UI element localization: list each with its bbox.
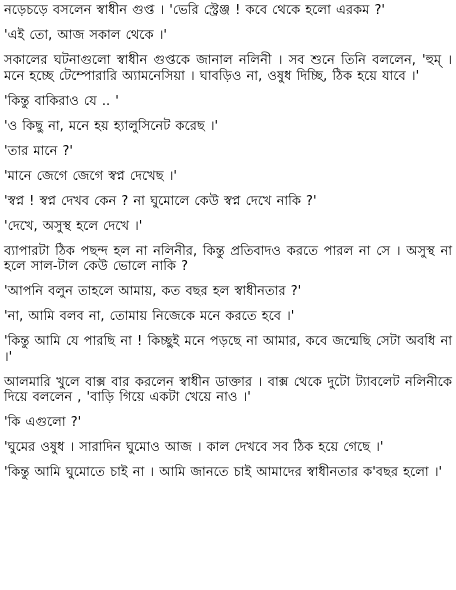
paragraph-2: 'এই তো, আজ সকাল থেকে ।' xyxy=(4,28,167,43)
paragraph-8: 'স্বপ্ন ! স্বপ্ন দেখব কেন ? না ঘুমোলে কেউ স্বপ্ন দেখে নাকি ?' xyxy=(4,193,317,209)
paragraph-10: ব্যাপারটা ঠিক পছন্দ হল না নলিনীর, কিন্তু প্রতিবাদও করতে পারল না সে । অসুস্থ না হলে সাল-টাল কেউ ভোলে নাকি ? xyxy=(4,243,452,274)
paragraph-17: 'কিন্তু আমি ঘুমোতে চাই না । আমি জানতে চাই আমাদের স্বাধীনতার ক'বছর হলো ।' xyxy=(4,465,443,480)
paragraph-15: 'কি এগুলো ?' xyxy=(4,415,82,430)
paragraph-6: 'তার মানে ?' xyxy=(4,143,73,159)
paragraph-7: 'মানে জেগে জেগে স্বপ্ন দেখেছ ।' xyxy=(4,168,177,184)
paragraph-11: 'আপনি বলুন তাহলে আমায়, কত বছর হল স্বাধীনতার ?' xyxy=(4,284,302,299)
document-page xyxy=(4,3,452,490)
paragraph-9: 'দেখে, অসুস্থ হলে দেখে ।' xyxy=(4,218,143,234)
paragraph-3: সকালের ঘটনাগুলো স্বাধীন গুপ্তকে জানাল নলিনী । সব শুনে তিনি বললেন, 'হুম্‌ । মনে হচ্ছে টেম্পোরারি অ্যামনেসিয়া । ঘাবড়িও না, ওষুধ দিচ্ছি, ঠিক হয়ে যাবে ।' xyxy=(4,53,452,84)
paragraph-13: 'কিন্তু আমি যে পারছি না ! কিচ্ছুই মনে পড়ছে না আমার, কবে জন্মেছি সেটা অবধি না ।' xyxy=(4,334,452,365)
paragraph-12: 'না, আমি বলব না, তোমায় নিজেকে মনে করতে হবে ।' xyxy=(4,309,295,324)
paragraph-14: আলমারি খুলে বাক্স বার করলেন স্বাধীন ডাক্তার । বাক্স থেকে দুটো ট্যাবলেট নলিনীকে দিয়ে বললেন , 'বাড়ি গিয়ে একটা খেয়ে নাও ।' xyxy=(4,374,452,405)
paragraph-1: নড়েচড়ে বসলেন স্বাধীন গুপ্ত । 'ভেরি স্ট্রেঞ্জ ! কবে থেকে হলো এরকম ?' xyxy=(4,3,385,18)
paragraph-5: 'ও কিছু না, মনে হয় হ্যালুসিনেট করেছ ।' xyxy=(4,118,219,134)
paragraph-16: 'ঘুমের ওষুধ । সারাদিন ঘুমোও আজ । কাল দেখবে সব ঠিক হয়ে গেছে ।' xyxy=(4,440,384,455)
paragraph-4: 'কিন্তু বাকিরাও যে .. ' xyxy=(4,93,119,109)
